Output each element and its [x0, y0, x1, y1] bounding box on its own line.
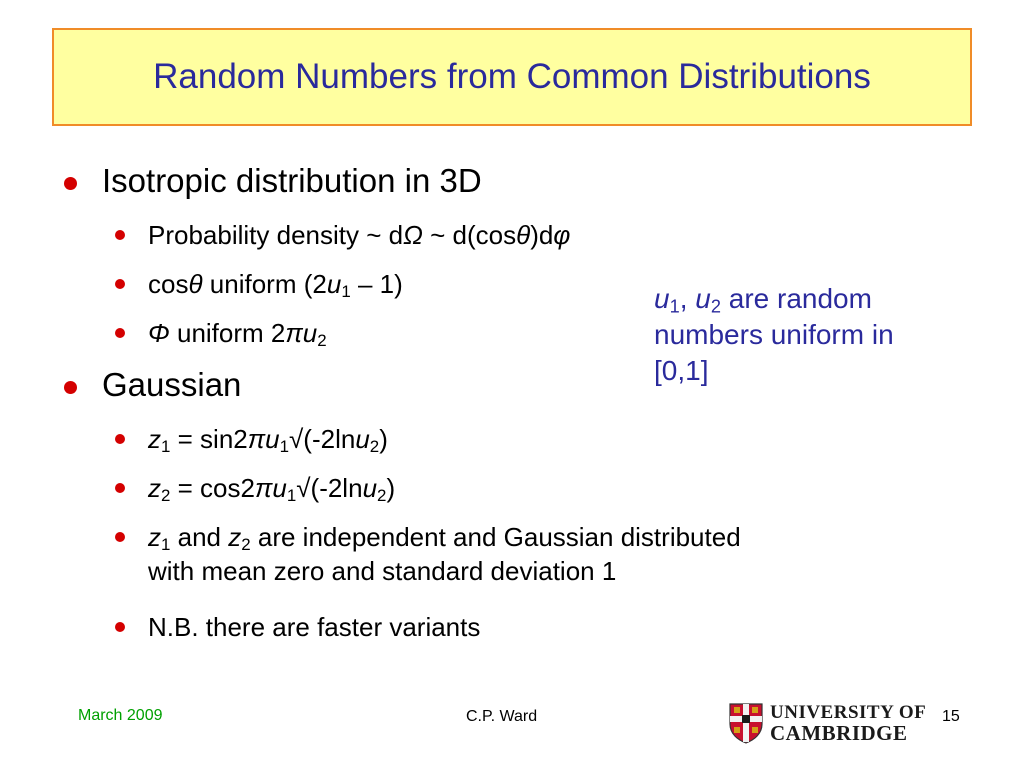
bullet-text: Probability density ~ dΩ ~ d(cosθ)dφ	[148, 220, 571, 250]
side-note-line3: [0,1]	[654, 355, 709, 386]
bullet-dot	[115, 434, 125, 444]
side-note-line2: numbers uniform in	[654, 319, 894, 350]
bullet-text: Gaussian	[102, 366, 242, 403]
logo-text-line1: UNIVERSITY OF	[770, 702, 927, 723]
bullet-dot	[115, 622, 125, 632]
bullet-dot	[115, 483, 125, 493]
bullet-dot	[115, 230, 125, 240]
bullet-text: N.B. there are faster variants	[148, 612, 481, 642]
bullet-dot	[115, 328, 125, 338]
bullet-dot	[115, 532, 125, 542]
bullet-text-line2: with mean zero and standard deviation 1	[148, 556, 617, 586]
slide-title: Random Numbers from Common Distributions	[153, 57, 871, 96]
bullet-dot	[64, 381, 77, 394]
university-logo	[728, 702, 934, 744]
bullet-text: $z_1$ and $z_2$ are independent and Gaussian distributed with mean zero and standard deviation 1	[148, 522, 741, 586]
bullet-text: $z_2 = \cos 2\pi u_1√(-2\ln u_2)$	[148, 473, 396, 506]
side-note: $u_1$, $u_2$ are random numbers uniform in [0,1]	[654, 283, 894, 386]
cambridge-shield-icon	[728, 702, 764, 744]
title-box	[52, 28, 972, 126]
footer-date: March 2009	[78, 707, 163, 724]
bullet-text: $z_1 = \sin 2\pi u_1√(-2\ln u_2)$	[148, 424, 388, 457]
page-number: 15	[942, 708, 960, 725]
bullet-dot	[115, 279, 125, 289]
bullet-dot	[64, 177, 77, 190]
bullet-text: cosθ uniform $(2u_1 - 1)$	[148, 269, 403, 302]
footer-author: C.P. Ward	[466, 708, 538, 725]
logo-text-line2: CAMBRIDGE	[770, 721, 908, 745]
bullet-text: Φ uniform $2\pi u_2$	[148, 318, 327, 351]
bullet-text: Isotropic distribution in 3D	[102, 162, 482, 199]
